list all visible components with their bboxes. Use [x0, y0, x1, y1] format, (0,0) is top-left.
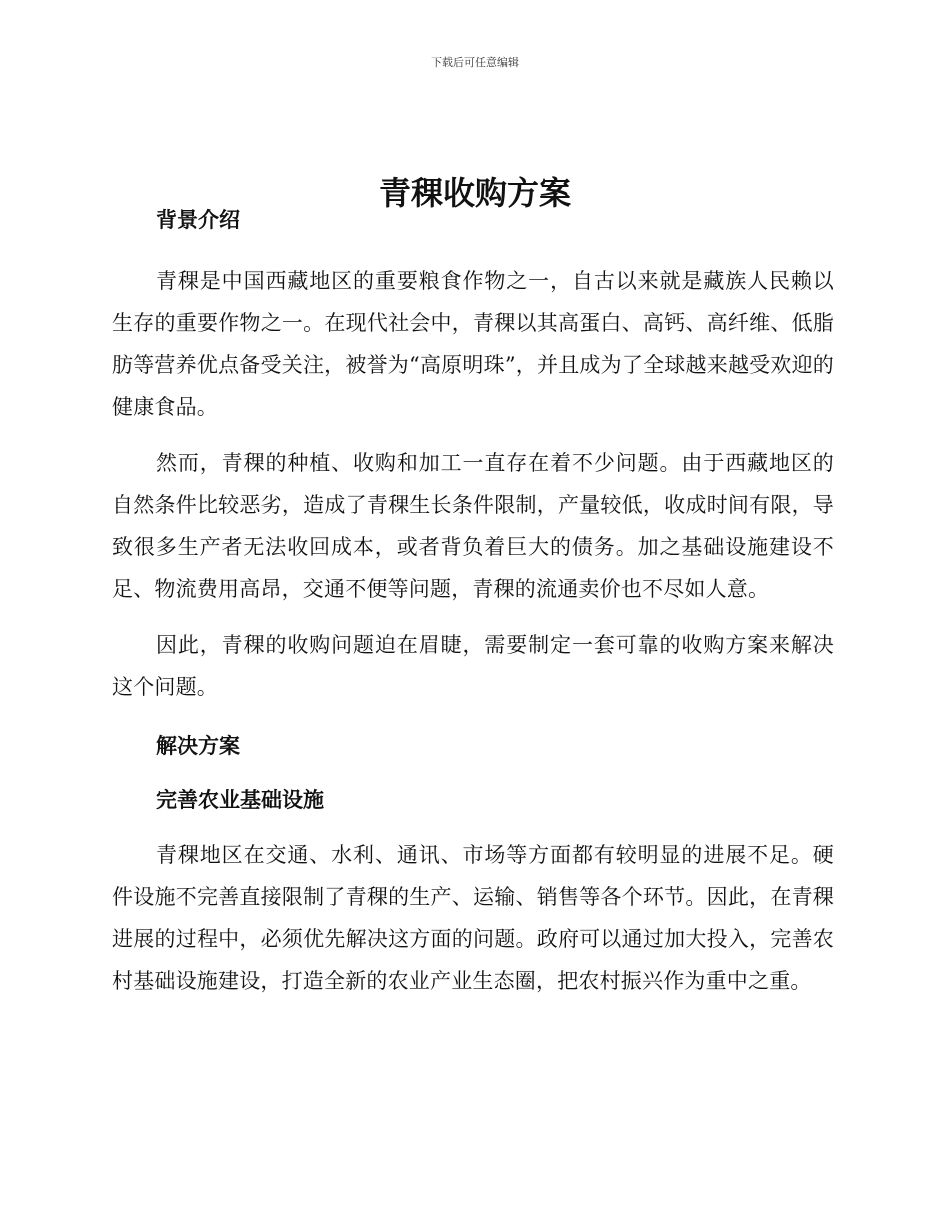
solution-paragraph-1: 青稞地区在交通、水利、通讯、市场等方面都有较明显的进展不足。硬件设施不完善直接限制了青稞的生产、运输、销售等各个环节。因此，在青稞进展的过程中，必须优先解决这方面的问题。政府可以通过加大投入，完善农村基础设施建设，打造全新的农业产业生态圈，把农村振兴作为重中之重。 — [112, 843, 834, 993]
background-paragraph-1: 青稞是中国西藏地区的重要粮食作物之一，自古以来就是藏族人民赖以生存的重要作物之一。在现代社会中，青稞以其高蛋白、高钙、高纤维、低脂肪等营养优点备受关注，被誉为“高原明珠”，并且成为了全球越来越受欢迎的健康食品。 — [112, 269, 834, 419]
background-paragraph-3: 因此，青稞的收购问题迫在眉睫，需要制定一套可靠的收购方案来解决这个问题。 — [112, 633, 834, 699]
document-body — [112, 200, 834, 1002]
section-heading-background: 背景介绍 — [156, 208, 240, 232]
background-paragraph-2: 然而，青稞的种植、收购和加工一直存在着不少问题。由于西藏地区的自然条件比较恶劣，造成了青稞生长条件限制，产量较低，收成时间有限，导致很多生产者无法收回成本，或者背负着巨大的债务。加之基础设施建设不足、物流费用高昂，交通不便等问题，青稞的流通卖价也不尽如人意。 — [112, 451, 834, 601]
section-heading-solution: 解决方案 — [156, 734, 240, 758]
header-note: 下载后可任意编辑 — [431, 56, 519, 69]
page-title: 青稞收购方案 — [378, 174, 571, 213]
subheading-infrastructure: 完善农业基础设施 — [156, 788, 324, 812]
